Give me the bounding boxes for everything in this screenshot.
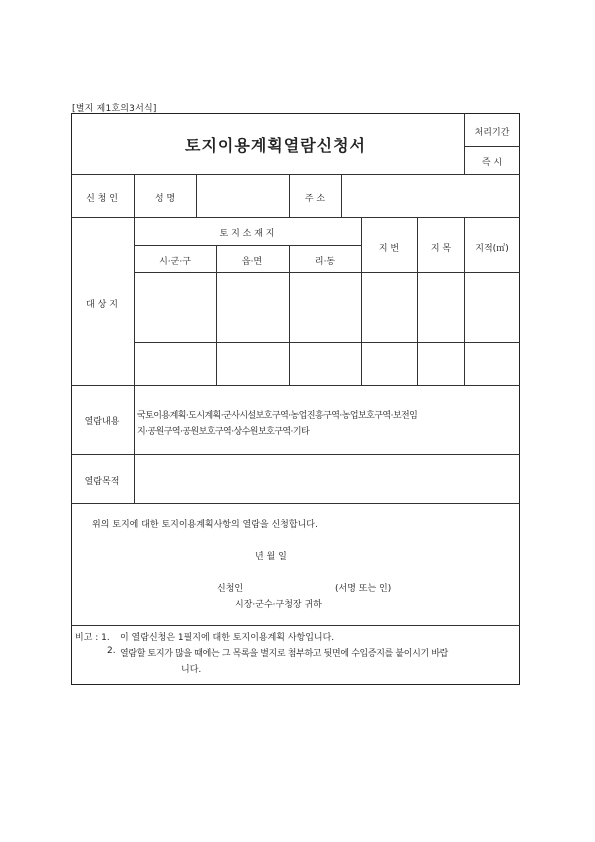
divider: [289, 174, 290, 217]
divider: [361, 217, 362, 385]
lot-number-header: 지 번: [378, 244, 400, 254]
divider: [134, 174, 135, 503]
date-line: 년 월 일: [255, 552, 287, 562]
divider: [289, 245, 290, 385]
form-title: 토지이용계획열람신청서: [185, 136, 367, 155]
divider: [464, 146, 520, 147]
land-category-header: 지 목: [430, 244, 452, 254]
divider: [134, 272, 520, 273]
content-label: 열람내용: [84, 417, 120, 427]
content-line-2: 지·공원구역·공원보호구역·상수원보호구역·기타: [137, 427, 310, 437]
divider: [464, 113, 465, 174]
applicant-label: 신 청 인: [86, 194, 118, 204]
address-label: 주 소: [304, 194, 326, 204]
column-si-gun-gu: 시·군·구: [159, 257, 191, 267]
divider: [71, 217, 520, 218]
divider: [71, 385, 520, 386]
processing-period-value: 즉 시: [481, 158, 503, 168]
purpose-field[interactable]: [135, 455, 519, 502]
divider: [464, 217, 465, 385]
content-line-1: 국토이용계획·도시계획·군사시설보호구역·농업진흥구역·농업보호구역·보전임: [137, 411, 418, 421]
divider: [216, 245, 217, 385]
recipient: 시장·군수·구청장 귀하: [235, 600, 322, 610]
divider: [417, 217, 418, 385]
signature-note: (서명 또는 인): [335, 584, 392, 594]
notes-prefix: 비고 : 1.: [75, 633, 110, 643]
applicant-sign-label: 신청인: [217, 584, 244, 594]
area-header: 지적(㎡): [475, 244, 509, 254]
note-2-line-2: 니다.: [181, 665, 202, 675]
column-ri-dong: 리·동: [314, 257, 336, 267]
name-field[interactable]: [197, 175, 288, 216]
divider: [71, 625, 520, 626]
note-1: 이 열람신청은 1필지에 대한 토지이용계획 사항입니다.: [120, 633, 335, 643]
note-2-number: 2.: [107, 646, 116, 656]
target-land-label: 대 상 지: [86, 300, 118, 310]
column-eup-myeon: 읍·면: [241, 257, 263, 267]
divider: [71, 503, 520, 504]
divider: [134, 245, 361, 246]
land-location-header: 토 지 소 재 지: [219, 229, 275, 239]
address-field[interactable]: [342, 175, 519, 216]
application-statement: 위의 토지에 대한 토지이용계획사항의 열람을 신청합니다.: [92, 520, 318, 530]
purpose-label: 열람목적: [84, 477, 120, 487]
name-label: 성 명: [154, 194, 176, 204]
processing-period-label: 처리기간: [474, 128, 510, 138]
note-2-line-1: 열람할 토지가 많을 때에는 그 목록을 별지로 첨부하고 뒷면에 수입증지를 붙이시기 바랍: [120, 649, 449, 659]
divider: [134, 342, 520, 343]
form-number: [별지 제1호의3서식]: [72, 104, 157, 114]
